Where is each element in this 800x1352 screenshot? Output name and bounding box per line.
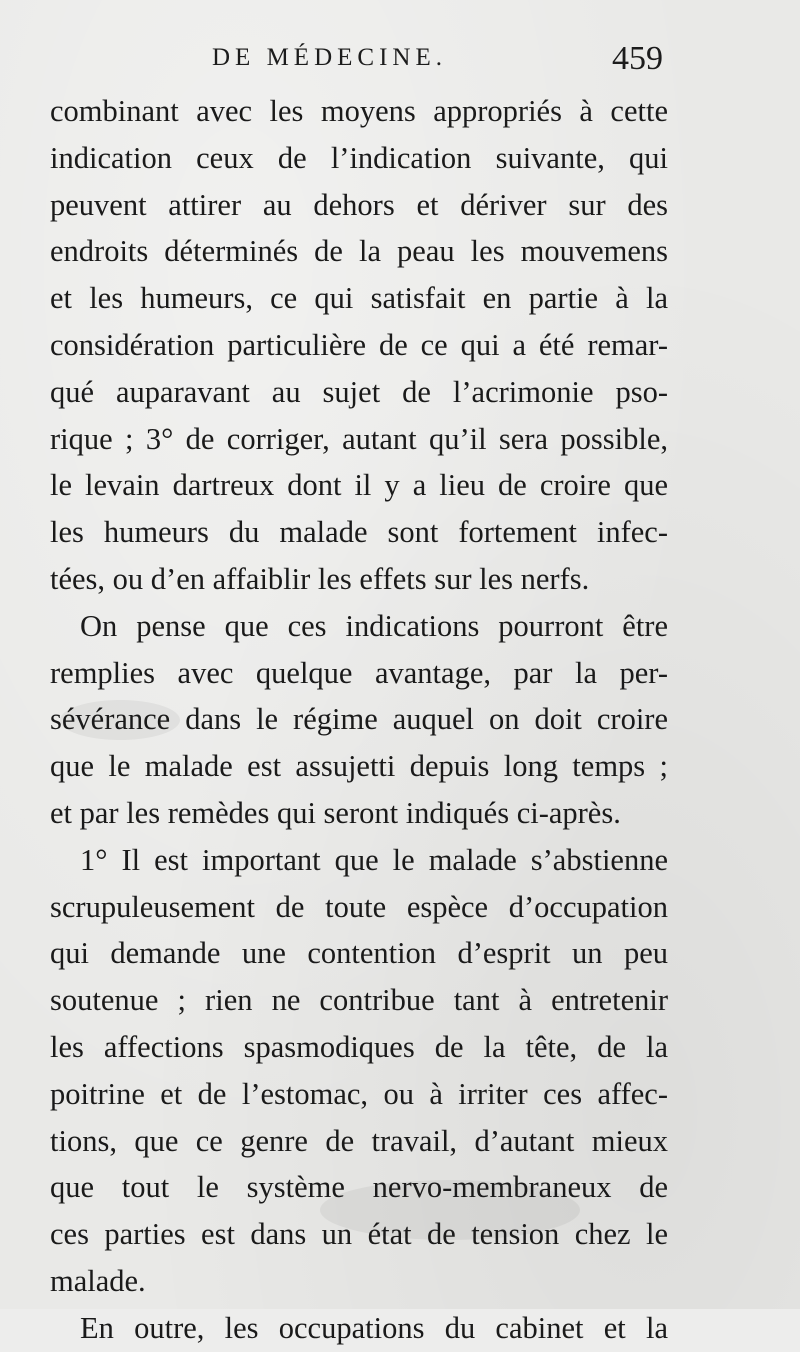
text-line: malade. [50, 1263, 146, 1298]
paragraph [50, 837, 668, 1305]
text-line: indication ceux de l’indication suivante, qui [50, 140, 668, 175]
text-line: ces parties est dans un état de tension chez le [50, 1217, 668, 1252]
text-line: que le malade est assujetti depuis long temps ; [50, 749, 668, 784]
paragraph [50, 1305, 668, 1352]
text-line: les affections spasmodiques de la tête, de la [50, 1029, 668, 1064]
text-line: tées, ou d’en affaiblir les effets sur les nerfs. [50, 561, 590, 596]
text-line: endroits déterminés de la peau les mouvemens [50, 234, 668, 269]
running-head: DE MÉDECINE. [212, 44, 447, 71]
text-line: 1° Il est important que le malade s’abstienne [80, 842, 668, 877]
paragraph [50, 603, 668, 837]
text-line: scrupuleusement de toute espèce d’occupation [50, 889, 668, 924]
text-line: poitrine et de l’estomac, ou à irriter ces affec- [50, 1076, 668, 1111]
text-line: et les humeurs, ce qui satisfait en partie à la [50, 281, 668, 316]
text-line: qui demande une contention d’esprit un peu [50, 936, 668, 971]
text-line: combinant avec les moyens appropriés à cette [50, 94, 668, 128]
text-line: En outre, les occupations du cabinet et la [80, 1310, 668, 1345]
page-number: 459 [612, 40, 663, 77]
text-line: rique ; 3° de corriger, autant qu’il sera possible, [50, 421, 668, 456]
text-line: le levain dartreux dont il y a lieu de croire que [50, 468, 668, 503]
body-text [50, 88, 668, 1352]
paragraph [50, 88, 668, 603]
text-line: les humeurs du malade sont fortement infec- [50, 515, 668, 550]
text-line: remplies avec quelque avantage, par la per- [50, 655, 668, 690]
text-line: tions, que ce genre de travail, d’autant mieux [50, 1123, 668, 1158]
text-line: et par les remèdes qui seront indiqués ci-après. [50, 795, 621, 830]
text-line: que tout le système nervo-membraneux de [50, 1170, 668, 1205]
text-line: sévérance dans le régime auquel on doit croire [50, 702, 668, 737]
text-line: soutenue ; rien ne contribue tant à entretenir [50, 983, 668, 1018]
text-line: peuvent attirer au dehors et dériver sur des [50, 187, 668, 222]
text-line: considération particulière de ce qui a été remar- [50, 327, 668, 362]
page-header [0, 40, 800, 80]
text-line: On pense que ces indications pourront être [80, 608, 668, 643]
text-line: qué auparavant au sujet de l’acrimonie pso- [50, 374, 668, 409]
